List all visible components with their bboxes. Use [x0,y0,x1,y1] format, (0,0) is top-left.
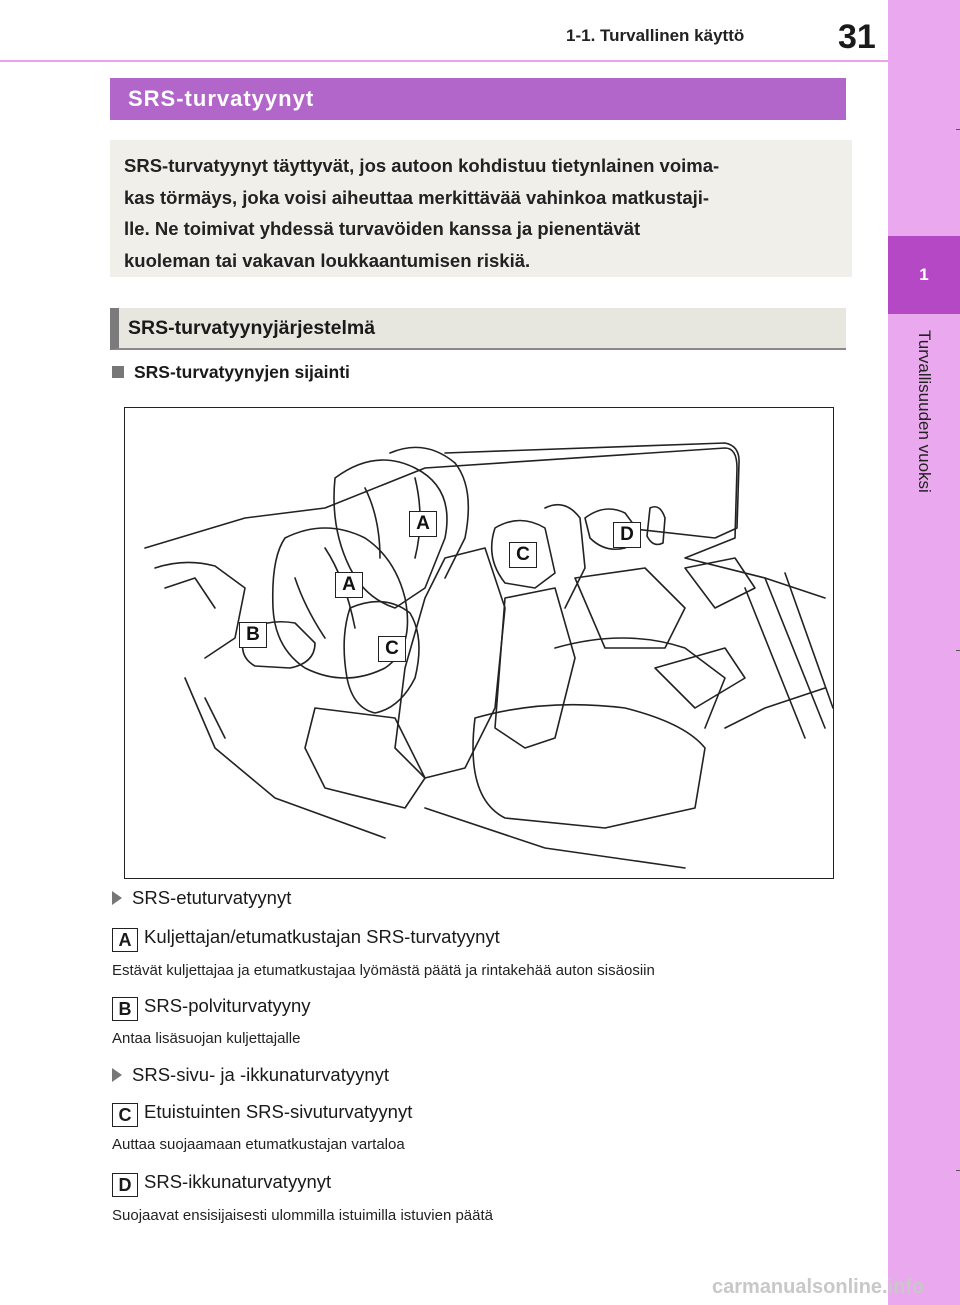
legend-desc-c: Auttaa suojaamaan etumatkustajan vartaloa [112,1136,405,1153]
figure-label-c: C [509,542,537,568]
legend-item-d [112,1171,331,1197]
legend-key-c: C [112,1103,138,1127]
legend-group-label: SRS-sivu- ja -ikkunaturvatyynyt [132,1064,390,1085]
watermark[interactable]: carmanualsonline.info [712,1276,925,1298]
legend-item-label: Etuistuinten SRS-sivuturvatyynyt [144,1101,413,1122]
legend-group-front [112,887,291,909]
legend-key-a: A [112,928,138,952]
side-tick [956,129,960,130]
figure-label-b: B [239,622,267,648]
intro-line: kas törmäys, joka voisi aiheuttaa merkittävää vahinkoa matkustaji- [124,186,710,208]
location-heading-text: SRS-turvatyynyjen sijainti [134,362,350,382]
side-tick [956,1170,960,1171]
legend-group-label: SRS-etuturvatyynyt [132,887,292,908]
legend-item-label: Kuljettajan/etumatkustajan SRS-turvatyynyt [144,926,500,947]
figure-label-d: D [613,522,641,548]
side-band [888,0,960,1305]
legend-item-b [112,995,311,1021]
figure-label-a: A [409,511,437,537]
legend-desc-a: Estävät kuljettajaa ja etumatkustajaa lyömästä päätä ja rintakehää auton sisäosiin [112,962,655,979]
figure-label-a: A [335,572,363,598]
figure-label-c: C [378,636,406,662]
side-chapter-title: Turvallisuuden vuoksi [915,330,934,493]
legend-key-d: D [112,1173,138,1197]
arrow-bullet-icon [112,1068,122,1082]
intro-line: kuoleman tai vakavan loukkaantumisen riskiä. [124,249,531,271]
legend-item-label: SRS-ikkunaturvatyynyt [144,1171,332,1192]
car-interior-illustration [125,408,833,878]
subsection-heading: SRS-turvatyynyjärjestelmä [110,308,846,350]
airbag-location-figure [124,407,834,879]
intro-line: SRS-turvatyynyt täyttyvät, jos autoon kohdistuu tietynlainen voima- [124,155,720,176]
square-bullet-icon [112,366,124,378]
side-chapter-number[interactable]: 1 [888,236,960,314]
legend-item-label: SRS-polviturvatyyny [144,995,311,1016]
header-rule [0,60,888,62]
location-heading [112,362,350,383]
legend-desc-b: Antaa lisäsuojan kuljettajalle [112,1030,301,1047]
intro-box [110,140,852,277]
legend-group-side [112,1064,389,1086]
legend-item-a [112,926,500,952]
side-tick [956,650,960,651]
arrow-bullet-icon [112,891,122,905]
legend-key-b: B [112,997,138,1021]
intro-line: lle. Ne toimivat yhdessä turvavöiden kanssa ja pienentävät [124,218,641,239]
page-number: 31 [838,18,876,56]
header-title: 1-1. Turvallinen käyttö [566,26,745,45]
legend-item-c [112,1101,412,1127]
section-heading: SRS-turvatyynyt [110,78,846,120]
legend-desc-d: Suojaavat ensisijaisesti ulommilla istuimilla istuvien päätä [112,1207,494,1224]
